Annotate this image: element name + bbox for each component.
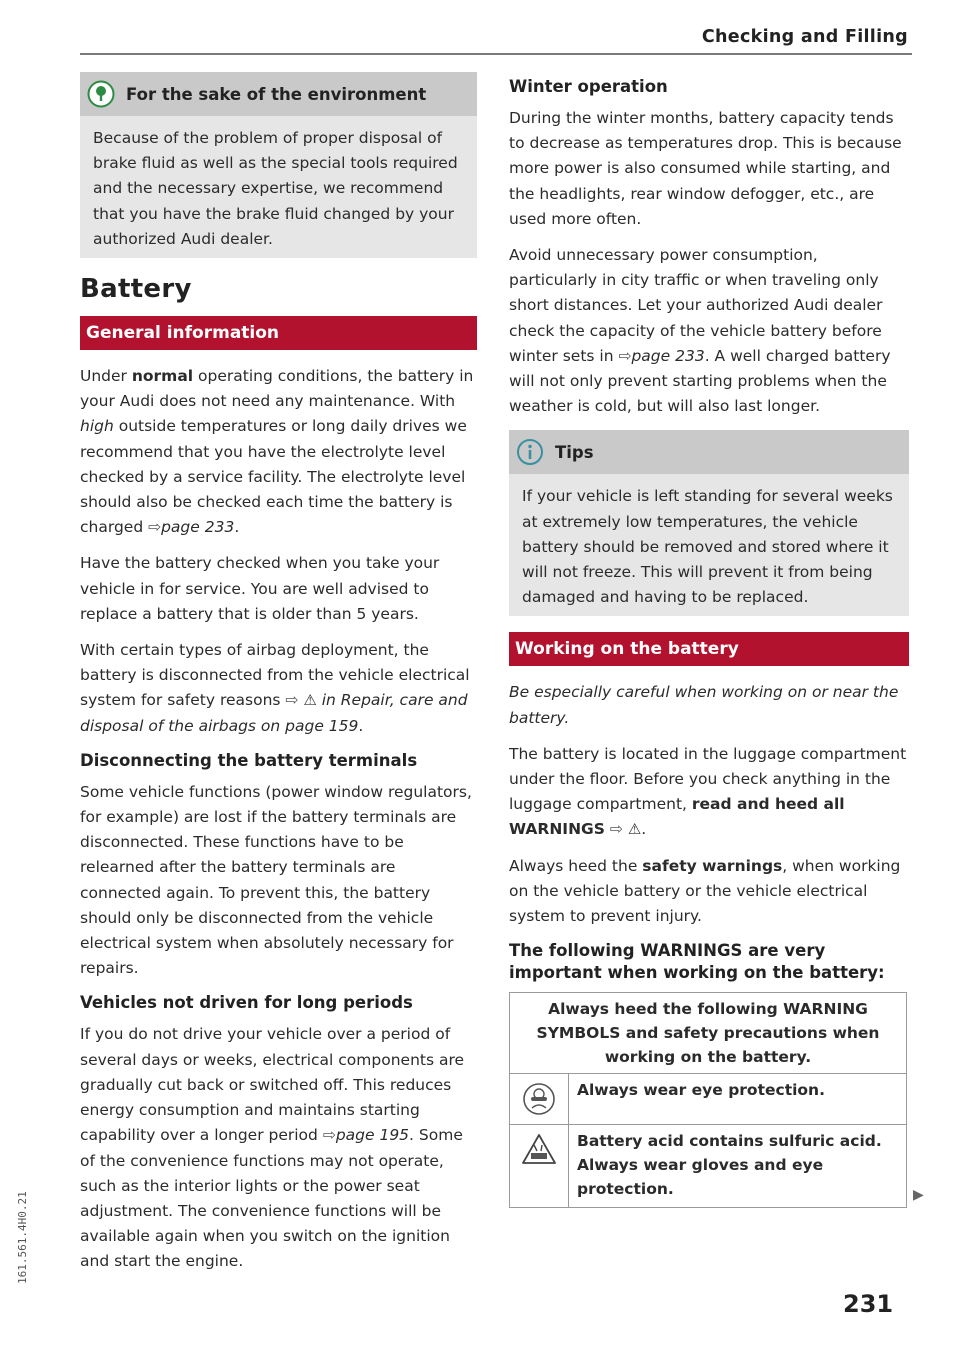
disconnect-heading: Disconnecting the battery terminals <box>80 750 418 770</box>
environment-note-title: For the sake of the environment <box>126 84 427 104</box>
table-row <box>510 1125 907 1208</box>
document-code: 161.561.4H0.21 <box>16 1191 29 1284</box>
warning-text: Always wear eye protection. <box>569 1074 907 1125</box>
environment-note-header <box>80 72 477 116</box>
eye-protection-icon <box>522 1102 556 1120</box>
page-reference-link[interactable]: page 233 <box>631 346 705 365</box>
warnings-table-header: Always heed the following WARNING SYMBOLS and safety precautions when working on the battery. <box>510 993 907 1074</box>
working-paragraph-2: Always heed the safety warnings, when working on the vehicle battery or the vehicle electrical system to prevent injury. <box>509 856 901 926</box>
battery-paragraph-1: Under normal operating conditions, the battery in your Audi does not need any maintenance. With high outside temperatures or long daily drives we recommend that you have the electrolyte level checked by a service facility. The electrolyte level should also be checked each time the battery is charged ⇨page 233. <box>80 367 474 537</box>
page-number: 231 <box>843 1290 894 1318</box>
page-reference-link[interactable]: page 233 <box>161 518 235 537</box>
running-title: Checking and Filling <box>701 27 908 47</box>
table-row <box>510 1074 907 1125</box>
tips-note <box>509 430 909 616</box>
right-column <box>509 72 909 1208</box>
environment-icon <box>86 79 116 109</box>
winter-paragraph-2: Avoid unnecessary power consumption, particularly in city traffic or when traveling only short distances. Let your authorized Audi dealer check the capacity of the vehicle battery before winter sets in ⇨page 233. A well charged battery will not only prevent starting problems when the weather is cold, but will also last longer. <box>509 246 891 416</box>
warnings-heading: The following WARNINGS are very important when working on the battery: <box>509 941 885 983</box>
continued-marker-icon: ▶ <box>913 1187 924 1203</box>
battery-heading: Battery <box>80 274 192 305</box>
tips-title: Tips <box>555 442 594 462</box>
disconnect-paragraph: Some vehicle functions (power window regulators, for example) are lost if the battery terminals are disconnected. These functions have to be relearned after the battery terminals are connected again. To prevent this, the battery should only be disconnected from the vehicle electrical system when absolutely necessary for repairs. <box>80 782 472 978</box>
reference-arrow-icon: ⇨ <box>618 346 632 365</box>
battery-warnings-table <box>509 992 907 1208</box>
vehicles-not-driven-heading: Vehicles not driven for long periods <box>80 993 413 1013</box>
reference-arrow-icon: ⇨ <box>322 1126 336 1145</box>
warning-text: Battery acid contains sulfuric acid. Always wear gloves and eye protection. <box>569 1125 907 1208</box>
tips-note-header <box>509 430 909 474</box>
general-information-bar: General information <box>80 316 477 350</box>
acid-warning-icon <box>521 1151 557 1169</box>
working-on-battery-bar: Working on the battery <box>509 632 909 666</box>
winter-operation-heading: Winter operation <box>509 77 668 96</box>
reference-arrow-icon: ⇨ <box>285 691 299 710</box>
vehicles-not-driven-paragraph: If you do not drive your vehicle over a period of several days or weeks, electrical components are gradually cut back or switched off. This reduces energy consumption and maintains starting capability over a longer period ⇨page 195. Some of the convenience functions may not operate, such as the interior lights or the power seat adjustment. The convenience functions will be available again when you switch on the ignition and start the engine. <box>80 1025 465 1271</box>
left-column <box>80 72 477 1286</box>
reference-arrow-icon: ⇨ <box>609 820 623 839</box>
tips-text: If your vehicle is left standing for several weeks at extremely low temperatures, the vehicle battery should be removed and stored where it will not freeze. This will prevent it from being damaged and having to be replaced. <box>522 487 893 607</box>
reference-arrow-icon: ⇨ <box>148 518 162 537</box>
page-reference-link[interactable]: in Repair, care and disposal of the airbags on page 159 <box>80 691 468 735</box>
working-intro: Be especially careful when working on or near the battery. <box>509 683 899 727</box>
environment-note-text: Because of the problem of proper disposal of brake fluid as well as the special tools required and the necessary expertise, we recommend that you have the brake fluid changed by your authorized Audi dealer. <box>93 129 458 248</box>
battery-paragraph-2: Have the battery checked when you take your vehicle in for service. You are well advised to replace a battery that is older than 5 years. <box>80 554 440 623</box>
info-icon <box>515 437 545 467</box>
working-paragraph-1: The battery is located in the luggage compartment under the floor. Before you check anything in the luggage compartment, read and heed all WARNINGS ⇨ ⚠. <box>509 742 909 843</box>
page-reference-link[interactable]: page 195 <box>335 1126 410 1145</box>
header-rule <box>80 53 912 55</box>
warning-triangle-icon: ⚠ <box>627 820 642 839</box>
warning-triangle-icon: ⚠ <box>303 691 317 710</box>
battery-paragraph-3: With certain types of airbag deployment, the battery is disconnected from the vehicle electrical system for safety reasons ⇨ ⚠ in Repair, care and disposal of the airbags on page 159. <box>80 641 470 735</box>
environment-note <box>80 72 477 258</box>
winter-paragraph-1: During the winter months, battery capacity tends to decrease as temperatures drop. This is because more power is also consumed while starting, and the headlights, rear window defogger, etc., are used more often. <box>509 109 902 228</box>
